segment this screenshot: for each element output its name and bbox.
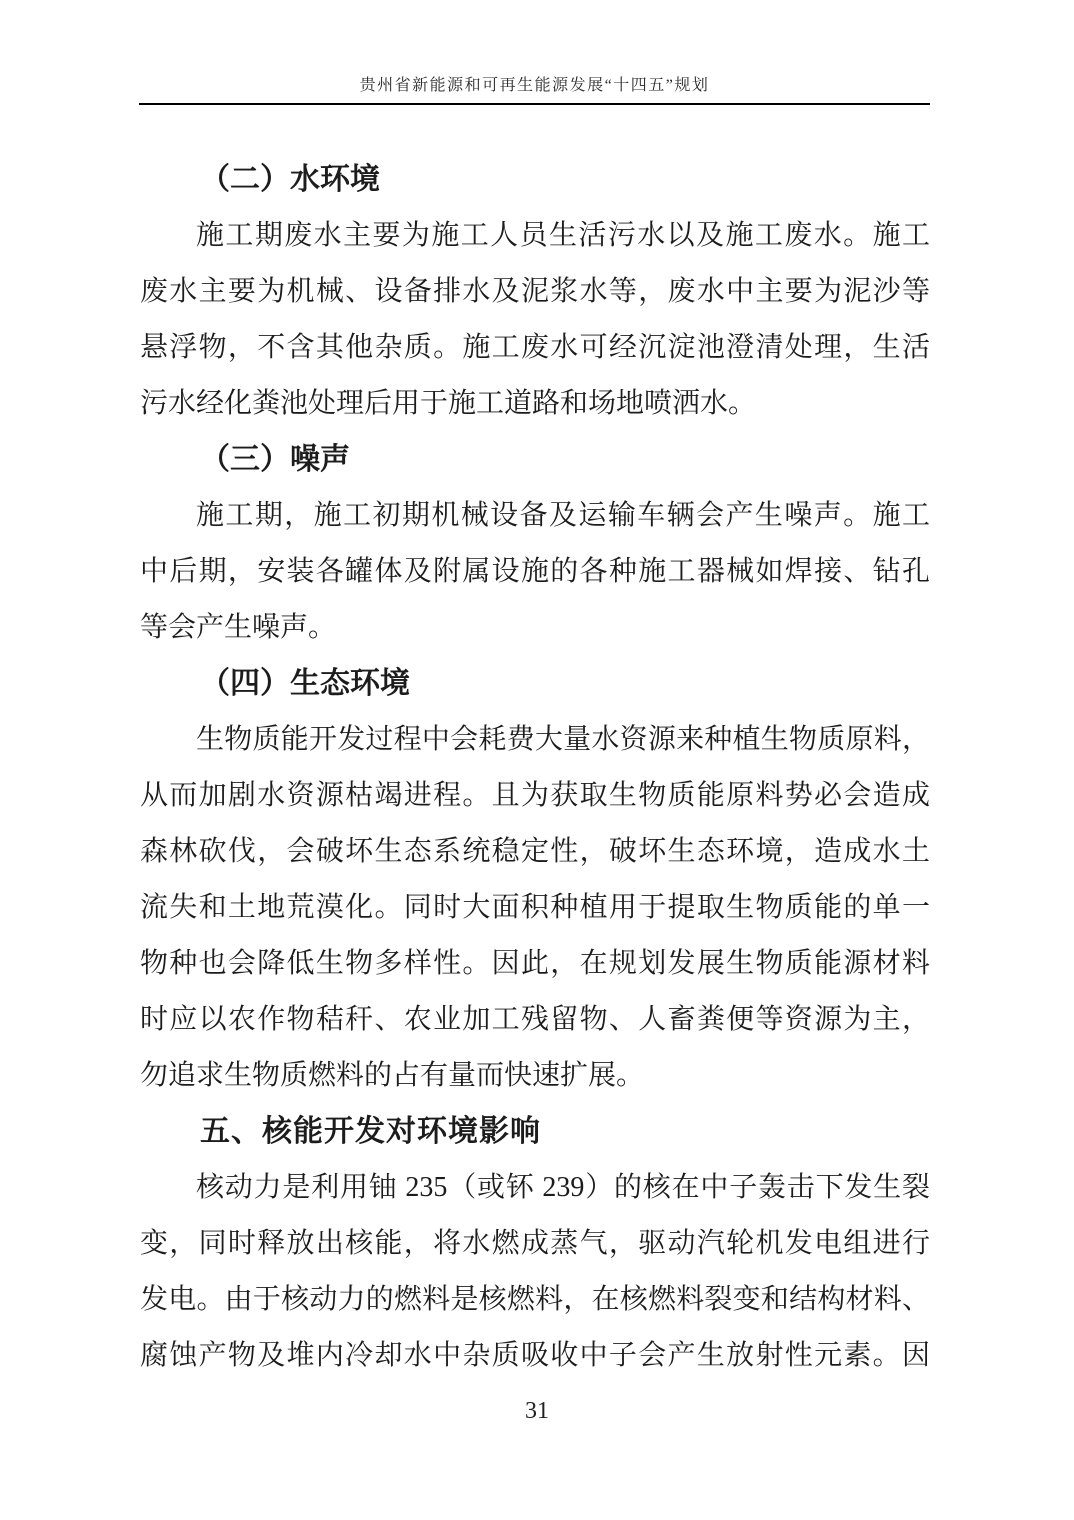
text-line: 生物质能开发过程中会耗费大量水资源来种植生物质原料， xyxy=(196,724,930,755)
text-line: 施工期，施工初期机械设备及运输车辆会产生噪声。施工 xyxy=(196,500,930,531)
header-title: 贵州省新能源和可再生能源发展“十四五”规划 xyxy=(359,77,710,94)
document-body xyxy=(140,152,930,1384)
text-line: 腐蚀产物及堆内冷却水中杂质吸收中子会产生放射性元素。因 xyxy=(140,1340,930,1371)
section-heading: （三）噪声 xyxy=(200,443,350,476)
text-line: 勿追求生物质燃料的占有量而快速扩展。 xyxy=(140,1060,645,1091)
text-line: 中后期，安装各罐体及附属设施的各种施工器械如焊接、钻孔 xyxy=(140,556,930,587)
text-line: 等会产生噪声。 xyxy=(140,612,337,643)
text-line: 从而加剧水资源枯竭进程。且为获取生物质能原料势必会造成 xyxy=(140,780,930,811)
text-line: 废水主要为机械、设备排水及泥浆水等，废水中主要为泥沙等 xyxy=(140,276,930,307)
page-number: 31 xyxy=(525,1398,549,1424)
text-line: 森林砍伐，会破坏生态系统稳定性，破坏生态环境，造成水土 xyxy=(140,836,930,867)
text-line: 时应以农作物秸秆、农业加工残留物、人畜粪便等资源为主， xyxy=(140,1004,930,1035)
header-rule xyxy=(139,103,930,105)
section-heading: 五、核能开发对环境影响 xyxy=(200,1115,541,1148)
text-line: 物种也会降低生物多样性。因此，在规划发展生物质能源材料 xyxy=(140,948,930,979)
text-line: 流失和土地荒漠化。同时大面积种植用于提取生物质能的单一 xyxy=(140,892,930,923)
text-line: 核动力是利用铀 235（或钚 239）的核在中子轰击下发生裂 xyxy=(196,1172,930,1203)
page-header xyxy=(139,0,930,105)
text-line: 施工期废水主要为施工人员生活污水以及施工废水。施工 xyxy=(196,220,930,251)
section-heading: （二）水环境 xyxy=(200,163,380,196)
text-line: 污水经化粪池处理后用于施工道路和场地喷洒水。 xyxy=(140,388,757,419)
section-heading: （四）生态环境 xyxy=(200,667,410,700)
text-line: 发电。由于核动力的燃料是核燃料，在核燃料裂变和结构材料、 xyxy=(140,1284,930,1315)
text-line: 变，同时释放出核能，将水燃成蒸气，驱动汽轮机发电组进行 xyxy=(140,1228,930,1259)
text-line: 悬浮物，不含其他杂质。施工废水可经沉淀池澄清处理，生活 xyxy=(140,332,930,363)
